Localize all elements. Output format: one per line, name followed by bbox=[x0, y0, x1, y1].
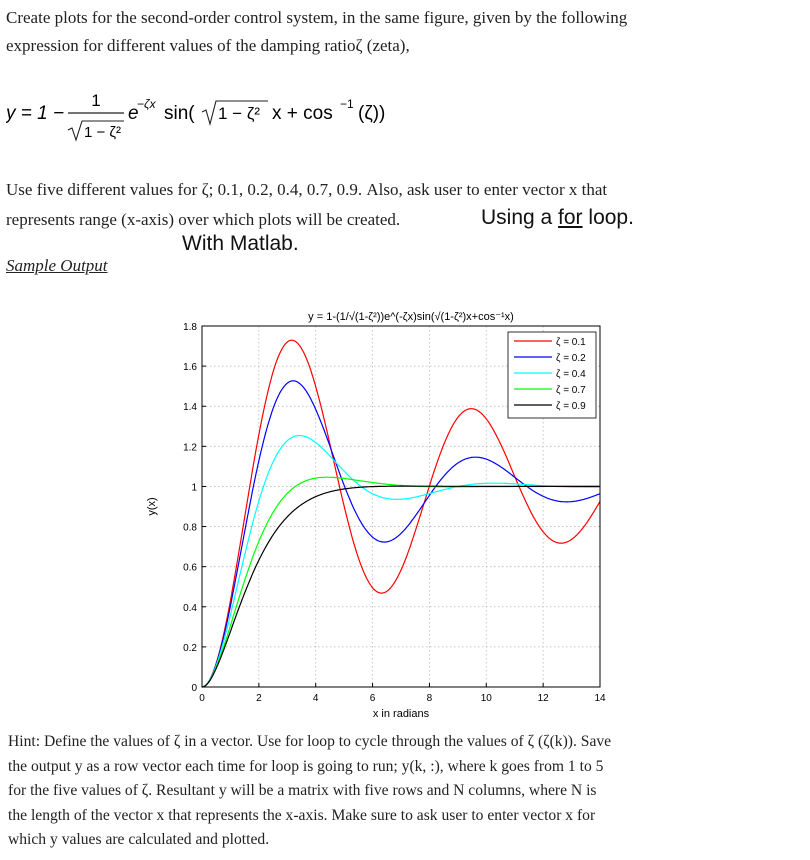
y-tick-label: 1.8 bbox=[183, 322, 197, 333]
legend-label: ζ = 0.4 bbox=[556, 369, 586, 380]
x-tick-label: 4 bbox=[312, 693, 319, 704]
chart-title: y = 1-(1/√(1-ζ²))e^(-ζx)sin(√(1-ζ²)x+cos⁻¹x) bbox=[308, 311, 514, 323]
line-chart bbox=[0, 270, 810, 730]
x-tick-label: 12 bbox=[537, 693, 549, 704]
series-line bbox=[202, 477, 600, 687]
equation-numerator: 1 bbox=[91, 91, 101, 110]
inner-sqrt-arg: 1 − ζ² bbox=[218, 104, 260, 123]
x-tick-label: 14 bbox=[594, 693, 606, 704]
x-tick-label: 2 bbox=[256, 693, 262, 704]
hint-line-1: Hint: Define the values of ζ in a vector. Use for loop to cycle through the values of ζ (ζ(k)). Save bbox=[8, 733, 612, 750]
y-tick-label: 1.6 bbox=[183, 362, 197, 374]
series-line bbox=[202, 486, 600, 687]
intro-line-1: Create plots for the second-order control system, in the same figure, given by the following bbox=[6, 8, 628, 27]
y-tick-label: 1.4 bbox=[183, 402, 197, 414]
inverse-superscript: −1 bbox=[340, 97, 354, 111]
x-tick-label: 8 bbox=[426, 693, 433, 704]
legend-label: ζ = 0.9 bbox=[556, 401, 586, 412]
y-tick-label: 0 bbox=[191, 683, 197, 694]
handwritten-note-1 bbox=[481, 206, 634, 230]
equation-lhs: y = 1 − bbox=[6, 103, 65, 124]
equation-tail: (ζ)) bbox=[358, 103, 386, 124]
handwritten-for: for bbox=[558, 206, 583, 229]
hint-line-3: for the five values of ζ. Resultant y will be a matrix with five rows and N columns, where N is bbox=[8, 782, 597, 799]
legend-label: ζ = 0.7 bbox=[556, 385, 586, 396]
y-axis-label: y(x) bbox=[146, 497, 158, 516]
intro-line-2: expression for different values of the damping ratioζ (zeta), bbox=[6, 36, 410, 55]
equation-denominator: 1 − ζ² bbox=[84, 124, 122, 141]
task-line-2: represents range (x-axis) over which plots will be created. bbox=[6, 210, 401, 229]
y-tick-label: 0.2 bbox=[183, 642, 197, 654]
handwritten-loop: loop. bbox=[588, 206, 634, 229]
y-tick-label: 0.6 bbox=[183, 562, 197, 574]
handwritten-note-2: With Matlab. bbox=[182, 232, 299, 255]
sample-output-label: Sample Output bbox=[6, 256, 108, 275]
equation-rest: x + cos bbox=[272, 103, 333, 124]
equation bbox=[6, 86, 426, 146]
x-axis-label: x in radians bbox=[372, 708, 430, 720]
y-tick-label: 0.4 bbox=[183, 602, 197, 614]
x-tick-label: 6 bbox=[369, 693, 376, 704]
handwritten-using: Using a bbox=[481, 206, 553, 229]
x-tick-label: 0 bbox=[199, 693, 205, 704]
hint-line-2: the output y as a row vector each time for loop is going to run; y(k, :), where k goes from 1 to 5 bbox=[8, 757, 604, 775]
y-tick-label: 0.8 bbox=[183, 522, 197, 534]
x-tick-label: 10 bbox=[480, 693, 492, 704]
hint-line-4: the length of the vector x that represents the x-axis. Make sure to ask user to enter vector x for bbox=[8, 806, 596, 824]
y-tick-label: 1 bbox=[191, 482, 197, 494]
hint-paragraph bbox=[8, 730, 803, 853]
chart-legend bbox=[508, 332, 596, 418]
task-line-1: Use five different values for ζ; 0.1, 0.2, 0.4, 0.7, 0.9. Also, ask user to enter vector x that bbox=[6, 180, 608, 199]
exp-superscript: −ζx bbox=[137, 97, 156, 111]
series-line bbox=[202, 436, 600, 688]
hint-line-5: which y values are calculated and plotted. bbox=[8, 831, 270, 848]
exp-base: e bbox=[128, 103, 139, 124]
sin-label: sin( bbox=[164, 103, 195, 124]
legend-label: ζ = 0.1 bbox=[556, 337, 586, 348]
legend-label: ζ = 0.2 bbox=[556, 353, 586, 364]
y-tick-label: 1.2 bbox=[183, 442, 197, 454]
